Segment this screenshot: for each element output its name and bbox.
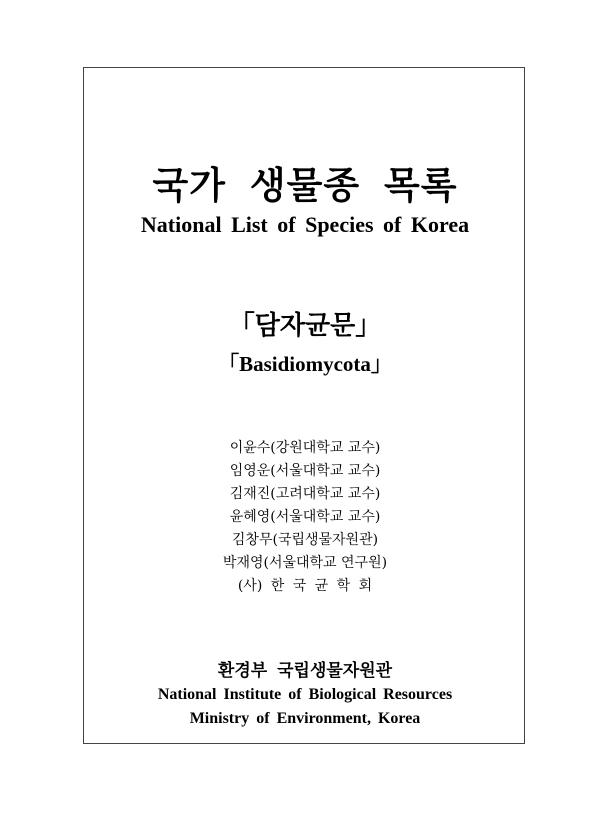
author-line: 임영운(서울대학교 교수) — [229, 463, 381, 479]
publisher-english-ministry: Ministry of Environment, Korea — [189, 710, 421, 727]
title-korean: 국가 생물종 목록 — [152, 164, 458, 207]
author-line: 박재영(서울대학교 연구원) — [222, 555, 388, 571]
author-line: 이윤수(강원대학교 교수) — [229, 440, 381, 456]
phylum-korean: 「담자균문」 — [228, 311, 382, 341]
author-list — [0, 437, 610, 598]
society-line: (사) 한 국 균 학 회 — [237, 578, 373, 594]
author-line: 김창무(국립생물자원관) — [231, 532, 379, 548]
author-line: 김재진(고려대학교 교수) — [229, 486, 381, 502]
publisher-english-institute: National Institute of Biological Resources — [157, 686, 453, 703]
author-line: 윤혜영(서울대학교 교수) — [229, 509, 381, 525]
title-english: National List of Species of Korea — [140, 212, 470, 237]
publisher-korean: 환경부 국립생물자원관 — [217, 661, 393, 681]
phylum-english: 「Basidiomycota」 — [218, 352, 392, 376]
